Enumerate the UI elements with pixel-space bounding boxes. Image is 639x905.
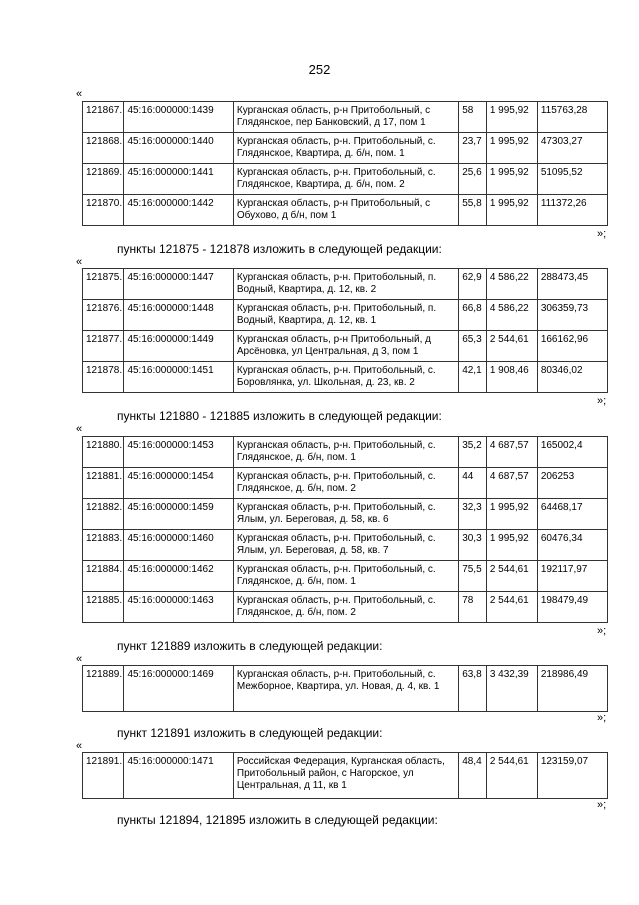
row-number-cell: 121884. — [83, 561, 124, 592]
row-number-cell: 121883. — [83, 530, 124, 561]
cadastral-number-cell: 45:16:000000:1454 — [124, 468, 233, 499]
row-number-cell: 121878. — [83, 362, 124, 393]
register-table — [82, 752, 608, 799]
area-cell: 62,9 — [459, 269, 487, 300]
row-number-cell: 121889. — [83, 666, 124, 712]
cadastral-value-cell: 306359,73 — [537, 300, 607, 331]
area-cell: 75,5 — [459, 561, 487, 592]
cadastral-number-cell: 45:16:000000:1451 — [124, 362, 233, 393]
close-quote: »; — [597, 799, 607, 811]
final-instruction: пункты 121894, 121895 изложить в следующей редакции: — [117, 813, 438, 827]
cadastral-number-cell: 45:16:000000:1471 — [124, 753, 233, 799]
rate-cell: 4 586,22 — [486, 269, 537, 300]
cadastral-value-cell: 198479,49 — [537, 592, 607, 623]
cadastral-value-cell: 288473,45 — [537, 269, 607, 300]
table-row — [83, 437, 608, 468]
table-row — [83, 133, 608, 164]
cadastral-number-cell: 45:16:000000:1441 — [124, 164, 233, 195]
cadastral-number-cell: 45:16:000000:1449 — [124, 331, 233, 362]
address-cell: Курганская область, р-н Притобольный, д Арсёновка, ул Центральная, д 3, пом 1 — [233, 331, 458, 362]
rate-cell: 2 544,61 — [486, 753, 537, 799]
address-cell: Курганская область, р-н. Притобольный, с. Глядянское, д. б/н, пом. 1 — [233, 437, 458, 468]
area-cell: 55,8 — [459, 195, 487, 226]
section-instruction: пункты 121875 - 121878 изложить в следующей редакции: — [117, 242, 442, 256]
close-quote: »; — [597, 712, 607, 724]
address-cell: Курганская область, р-н. Притобольный, с. Межборное, Квартира, ул. Новая, д. 4, кв. 1 — [233, 666, 458, 712]
address-cell: Курганская область, р-н. Притобольный, с. Глядянское, д. б/н, пом. 2 — [233, 468, 458, 499]
register-table — [82, 436, 608, 623]
rate-cell: 2 544,61 — [486, 331, 537, 362]
close-quote: »; — [597, 228, 607, 240]
area-cell: 42,1 — [459, 362, 487, 393]
table-row — [83, 331, 608, 362]
cadastral-value-cell: 64468,17 — [537, 499, 607, 530]
table-row — [83, 530, 608, 561]
open-quote: « — [76, 423, 83, 435]
table-row — [83, 164, 608, 195]
rate-cell: 1 995,92 — [486, 133, 537, 164]
address-cell: Курганская область, р-н Притобольный, с Глядянское, пер Банковский, д 17, пом 1 — [233, 102, 458, 133]
address-cell: Курганская область, р-н Притобольный, с Обухово, д б/н, пом 1 — [233, 195, 458, 226]
open-quote: « — [76, 740, 83, 752]
rate-cell: 1 995,92 — [486, 164, 537, 195]
close-quote: »; — [597, 395, 607, 407]
area-cell: 66,8 — [459, 300, 487, 331]
cadastral-value-cell: 192117,97 — [537, 561, 607, 592]
rate-cell: 1 995,92 — [486, 102, 537, 133]
area-cell: 25,6 — [459, 164, 487, 195]
address-cell: Российская Федерация, Курганская область, Притобольный район, с Нагорское, ул Центральная, д 11, кв 1 — [233, 753, 458, 799]
table-row — [83, 468, 608, 499]
register-table — [82, 268, 608, 393]
rate-cell: 3 432,39 — [486, 666, 537, 712]
rate-cell: 2 544,61 — [486, 561, 537, 592]
cadastral-number-cell: 45:16:000000:1462 — [124, 561, 233, 592]
cadastral-number-cell: 45:16:000000:1460 — [124, 530, 233, 561]
row-number-cell: 121885. — [83, 592, 124, 623]
rate-cell: 1 995,92 — [486, 195, 537, 226]
row-number-cell: 121870. — [83, 195, 124, 226]
page-number: 252 — [308, 62, 331, 77]
row-number-cell: 121881. — [83, 468, 124, 499]
area-cell: 48,4 — [459, 753, 487, 799]
rate-cell: 4 687,57 — [486, 437, 537, 468]
row-number-cell: 121875. — [83, 269, 124, 300]
rate-cell: 4 687,57 — [486, 468, 537, 499]
table-row — [83, 499, 608, 530]
cadastral-value-cell: 206253 — [537, 468, 607, 499]
area-cell: 65,3 — [459, 331, 487, 362]
row-number-cell: 121880. — [83, 437, 124, 468]
cadastral-number-cell: 45:16:000000:1442 — [124, 195, 233, 226]
open-quote: « — [76, 653, 83, 665]
row-number-cell: 121877. — [83, 331, 124, 362]
rate-cell: 1 908,46 — [486, 362, 537, 393]
cadastral-number-cell: 45:16:000000:1463 — [124, 592, 233, 623]
rate-cell: 1 995,92 — [486, 530, 537, 561]
area-cell: 44 — [459, 468, 487, 499]
rate-cell: 2 544,61 — [486, 592, 537, 623]
register-table — [82, 101, 608, 226]
address-cell: Курганская область, р-н. Притобольный, п. Водный, Квартира, д. 12, кв. 1 — [233, 300, 458, 331]
area-cell: 63,8 — [459, 666, 487, 712]
section-instruction: пункты 121880 - 121885 изложить в следующей редакции: — [117, 409, 442, 423]
row-number-cell: 121868. — [83, 133, 124, 164]
address-cell: Курганская область, р-н. Притобольный, с. Ялым, ул. Береговая, д. 58, кв. 7 — [233, 530, 458, 561]
close-quote: »; — [597, 625, 607, 637]
rate-cell: 1 995,92 — [486, 499, 537, 530]
address-cell: Курганская область, р-н. Притобольный, с. Глядянское, Квартира, д. б/н, пом. 1 — [233, 133, 458, 164]
address-cell: Курганская область, р-н. Притобольный, с. Глядянское, Квартира, д. б/н, пом. 2 — [233, 164, 458, 195]
cadastral-value-cell: 166162,96 — [537, 331, 607, 362]
table-row — [83, 102, 608, 133]
area-cell: 78 — [459, 592, 487, 623]
row-number-cell: 121882. — [83, 499, 124, 530]
row-number-cell: 121869. — [83, 164, 124, 195]
cadastral-number-cell: 45:16:000000:1453 — [124, 437, 233, 468]
cadastral-value-cell: 111372,26 — [537, 195, 607, 226]
area-cell: 23,7 — [459, 133, 487, 164]
section-instruction: пункт 121889 изложить в следующей редакции: — [117, 639, 383, 653]
cadastral-number-cell: 45:16:000000:1448 — [124, 300, 233, 331]
area-cell: 30,3 — [459, 530, 487, 561]
table-row — [83, 362, 608, 393]
row-number-cell: 121867. — [83, 102, 124, 133]
open-quote: « — [76, 88, 83, 100]
open-quote: « — [76, 256, 83, 268]
cadastral-value-cell: 60476,34 — [537, 530, 607, 561]
table-row — [83, 666, 608, 712]
cadastral-value-cell: 47303,27 — [537, 133, 607, 164]
cadastral-number-cell: 45:16:000000:1459 — [124, 499, 233, 530]
cadastral-value-cell: 165002,4 — [537, 437, 607, 468]
cadastral-number-cell: 45:16:000000:1447 — [124, 269, 233, 300]
table-row — [83, 753, 608, 799]
area-cell: 58 — [459, 102, 487, 133]
rate-cell: 4 586,22 — [486, 300, 537, 331]
cadastral-number-cell: 45:16:000000:1469 — [124, 666, 233, 712]
table-row — [83, 195, 608, 226]
area-cell: 32,3 — [459, 499, 487, 530]
section-instruction: пункт 121891 изложить в следующей редакции: — [117, 726, 383, 740]
table-row — [83, 300, 608, 331]
row-number-cell: 121876. — [83, 300, 124, 331]
register-table — [82, 665, 608, 712]
cadastral-number-cell: 45:16:000000:1440 — [124, 133, 233, 164]
area-cell: 35,2 — [459, 437, 487, 468]
cadastral-value-cell: 115763,28 — [537, 102, 607, 133]
cadastral-value-cell: 51095,52 — [537, 164, 607, 195]
address-cell: Курганская область, р-н. Притобольный, с. Глядянское, д. б/н, пом. 1 — [233, 561, 458, 592]
table-row — [83, 269, 608, 300]
cadastral-value-cell: 218986,49 — [537, 666, 607, 712]
cadastral-value-cell: 80346,02 — [537, 362, 607, 393]
address-cell: Курганская область, р-н. Притобольный, с. Ялым, ул. Береговая, д. 58, кв. 6 — [233, 499, 458, 530]
address-cell: Курганская область, р-н. Притобольный, п. Водный, Квартира, д. 12, кв. 2 — [233, 269, 458, 300]
table-row — [83, 592, 608, 623]
table-row — [83, 561, 608, 592]
address-cell: Курганская область, р-н. Притобольный, с. Глядянское, д. б/н, пом. 2 — [233, 592, 458, 623]
cadastral-value-cell: 123159,07 — [537, 753, 607, 799]
address-cell: Курганская область, р-н. Притобольный, с. Боровлянка, ул. Школьная, д. 23, кв. 2 — [233, 362, 458, 393]
row-number-cell: 121891. — [83, 753, 124, 799]
cadastral-number-cell: 45:16:000000:1439 — [124, 102, 233, 133]
